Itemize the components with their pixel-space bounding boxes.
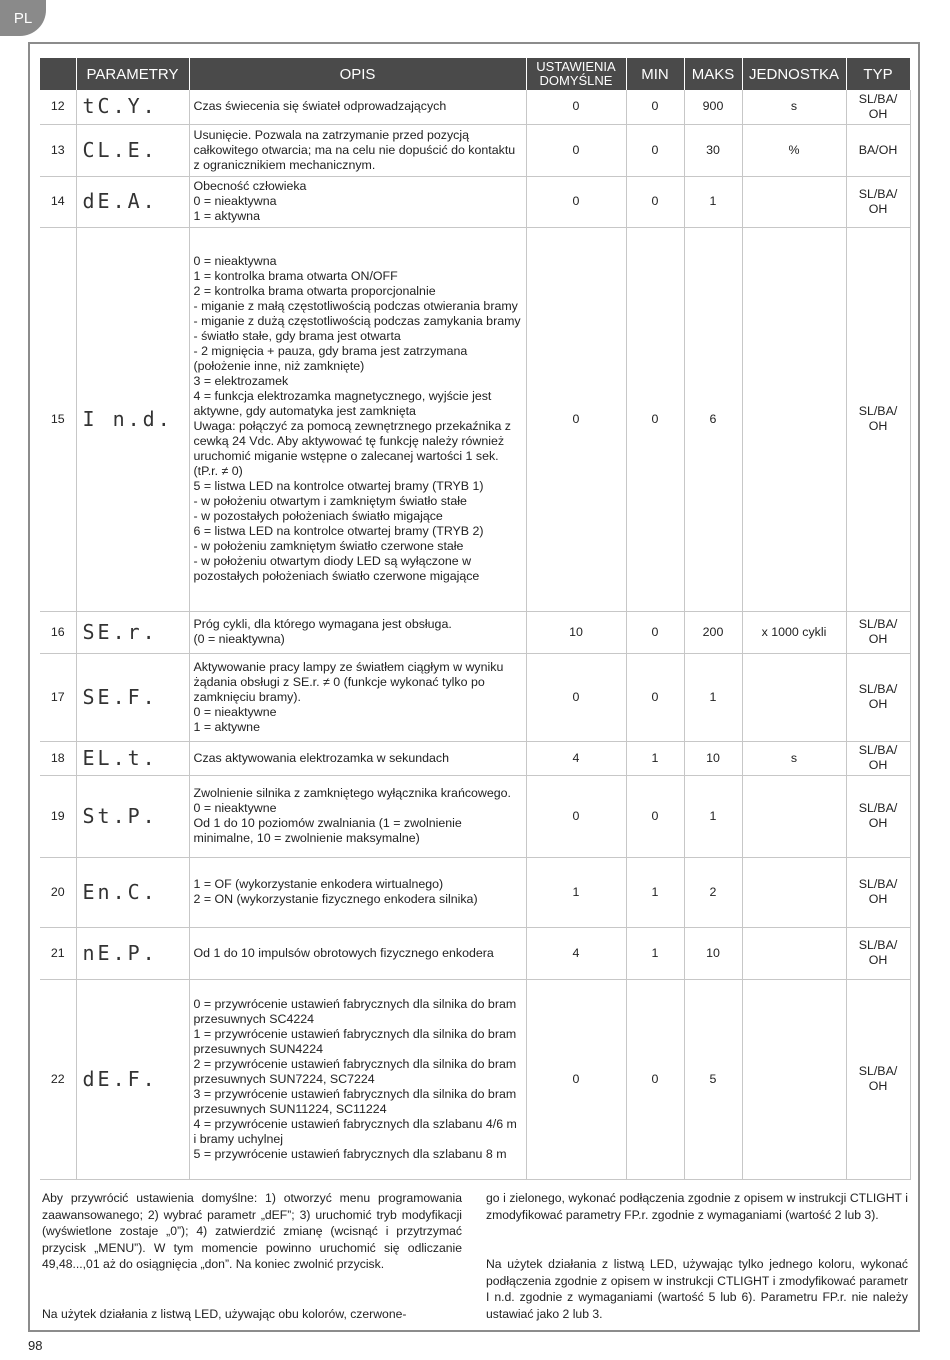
note-right-1: go i zielonego, wykonać podłączenia zgodnie z opisem w instrukcji CTLIGHT i zmodyfikować parametry FP.r. zgodnie z wymaganiami (wartość 2 lub 3). (486, 1191, 908, 1222)
row-number: 17 (40, 653, 76, 741)
param-description: Usunięcie. Pozwala na zatrzymanie przed pozycją całkowitego otwarcia; ma na celu nie dopuścić do kontaktu z ogranicznikiem mechanicznym. (189, 124, 526, 176)
row-number: 19 (40, 775, 76, 857)
row-number: 14 (40, 176, 76, 227)
header-unit: JEDNOSTKA (742, 58, 846, 90)
param-description: Czas świecenia się świateł odprowadzających (189, 90, 526, 124)
parameters-table (40, 58, 911, 1180)
table-row (40, 90, 910, 124)
param-description: Od 1 do 10 impulsów obrotowych fizycznego enkodera (189, 927, 526, 979)
param-code: St.P. (76, 775, 189, 857)
param-max: 1 (684, 775, 742, 857)
param-code: I n.d. (76, 227, 189, 611)
param-default: 0 (526, 979, 626, 1179)
header-params: PARAMETRY (76, 58, 189, 90)
table-row (40, 124, 910, 176)
param-description: Obecność człowieka 0 = nieaktywna 1 = aktywna (189, 176, 526, 227)
param-min: 0 (626, 227, 684, 611)
param-description: 0 = nieaktywna 1 = kontrolka brama otwarta ON/OFF 2 = kontrolka brama otwarta proporcjonalnie - miganie z małą częstotliwością podczas otwierania bramy - miganie z dużą częstotliwością podczas zamykania bramy - światło stałe, gdy brama jest otwarta - 2 mignięcia + pauza, gdy brama jest zatrzymana (położenie inne, niż zamknięte) 3 = elektrozamek 4 = funkcja elektrozamka magnetycznego, wyjście jest aktywne, gdy automatyka jest zamknięta Uwaga: połączyć za pomocą zewnętrznego przekaźnika z cewką 24 Vdc. Aby aktywować tę funkcję należy również uruchomić miganie wstępne o zalecanej wartości 1 sek. (tP.r. ≠ 0) 5 = listwa LED na kontrolce otwartej bramy (TRYB 1) - w położeniu otwartym i zamkniętym światło stałe - w pozostałych położeniach światło migające 6 = listwa LED na kontrolce otwartej bramy (TRYB 2) - w położeniu zamkniętym światło czerwone stałe - w położeniu otwartym diody LED są wyłączone w pozostałych położeniach światło czerwone migające (189, 227, 526, 611)
row-number: 21 (40, 927, 76, 979)
header-defaults: USTAWIENIA DOMYŚLNE (526, 58, 626, 90)
param-type: SL/BA/ OH (846, 176, 910, 227)
param-max: 1 (684, 176, 742, 227)
param-max: 1 (684, 653, 742, 741)
table-row (40, 176, 910, 227)
param-default: 0 (526, 90, 626, 124)
param-description: 0 = przywrócenie ustawień fabrycznych dla silnika do bram przesuwnych SC4224 1 = przywrócenie ustawień fabrycznych dla silnika do bram przesuwnych SUN4224 2 = przywrócenie ustawień fabrycznych dla silnika do bram przesuwnych SUN7224, SC7224 3 = przywrócenie ustawień fabrycznych dla silnika do bram przesuwnych SUN11224, SC11224 4 = przywrócenie ustawień fabrycznych dla szlabanu 4/6 m i bramy uchylnej 5 = przywrócenie ustawień fabrycznych dla szlabanu 8 m (189, 979, 526, 1179)
param-default: 10 (526, 611, 626, 653)
param-unit (742, 653, 846, 741)
row-number: 15 (40, 227, 76, 611)
param-type: SL/BA/ OH (846, 653, 910, 741)
param-max: 10 (684, 927, 742, 979)
param-code: EL.t. (76, 741, 189, 775)
param-default: 4 (526, 741, 626, 775)
param-min: 0 (626, 176, 684, 227)
row-number: 13 (40, 124, 76, 176)
param-code: nE.P. (76, 927, 189, 979)
param-default: 0 (526, 775, 626, 857)
param-unit: x 1000 cykli (742, 611, 846, 653)
note-left-1: Aby przywrócić ustawienia domyślne: 1) otworzyć menu programowania zaawansowanego; 2) wybrać parametr „dEF”; 3) uruchomić tryb modyfikacji (wyświetlone zostaje „0”); 4) zatwierdzić zmianę (wcisnąć i przytrzymać przycisk „MENU”). W tym momencie powinno uruchomić się odliczanie 49,48...,01 aż do osiągnięcia „don”. Na koniec zwolnić przycisk. (42, 1191, 462, 1271)
param-unit (742, 775, 846, 857)
table-row (40, 611, 910, 653)
table-row (40, 927, 910, 979)
param-unit (742, 176, 846, 227)
param-description: 1 = OF (wykorzystanie enkodera wirtualnego) 2 = ON (wykorzystanie fizycznego enkodera silnika) (189, 857, 526, 927)
param-min: 1 (626, 927, 684, 979)
row-number: 12 (40, 90, 76, 124)
param-description: Próg cykli, dla którego wymagana jest obsługa. (0 = nieaktywna) (189, 611, 526, 653)
param-min: 0 (626, 653, 684, 741)
param-unit: s (742, 741, 846, 775)
row-number: 18 (40, 741, 76, 775)
param-max: 6 (684, 227, 742, 611)
param-default: 0 (526, 653, 626, 741)
param-code: CL.E. (76, 124, 189, 176)
row-number: 22 (40, 979, 76, 1179)
header-min: MIN (626, 58, 684, 90)
header-type: TYP (846, 58, 910, 90)
table-row (40, 857, 910, 927)
param-code: SE.r. (76, 611, 189, 653)
param-default: 1 (526, 857, 626, 927)
param-default: 0 (526, 124, 626, 176)
param-unit (742, 227, 846, 611)
param-code: En.C. (76, 857, 189, 927)
param-description: Czas aktywowania elektrozamka w sekundach (189, 741, 526, 775)
param-description: Aktywowanie pracy lampy ze światłem ciągłym w wyniku żądania obsługi z SE.r. ≠ 0 (funkcje wykonać tylko po zamknięciu bramy). 0 = nieaktywne 1 = aktywne (189, 653, 526, 741)
param-unit: s (742, 90, 846, 124)
param-max: 5 (684, 979, 742, 1179)
param-max: 2 (684, 857, 742, 927)
param-type: SL/BA/ OH (846, 227, 910, 611)
param-min: 0 (626, 979, 684, 1179)
param-min: 0 (626, 90, 684, 124)
param-code: tC.Y. (76, 90, 189, 124)
param-type: SL/BA/ OH (846, 741, 910, 775)
param-max: 10 (684, 741, 742, 775)
language-tab: PL (0, 0, 46, 36)
table-header (40, 58, 910, 90)
page-number: 98 (28, 1338, 43, 1353)
header-spacer (40, 58, 76, 90)
param-unit (742, 979, 846, 1179)
param-min: 0 (626, 775, 684, 857)
note-right-2: Na użytek działania z listwą LED, używając tylko jednego koloru, wykonać podłączenia zgodnie z opisem w instrukcji CTLIGHT i zmodyfikować parametr I n.d. zgodnie z wymaganiami (wartość 5 lub 6). Parametru FP.r. nie należy ustawiać jako 2 lub 3. (486, 1257, 908, 1321)
param-type: BA/OH (846, 124, 910, 176)
table-row (40, 227, 910, 611)
param-unit: % (742, 124, 846, 176)
table-row (40, 775, 910, 857)
param-unit (742, 857, 846, 927)
header-max: MAKS (684, 58, 742, 90)
param-min: 1 (626, 741, 684, 775)
param-code: SE.F. (76, 653, 189, 741)
param-type: SL/BA/ OH (846, 927, 910, 979)
param-default: 0 (526, 176, 626, 227)
param-unit (742, 927, 846, 979)
param-description: Zwolnienie silnika z zamkniętego wyłącznika krańcowego. 0 = nieaktywne Od 1 do 10 poziomów zwalniania (1 = zwolnienie minimalne, 10 = zwolnienie maksymalne) (189, 775, 526, 857)
note-left-2: Na użytek działania z listwą LED, używając obu kolorów, czerwone- (42, 1307, 407, 1321)
param-type: SL/BA/ OH (846, 90, 910, 124)
param-code: dE.F. (76, 979, 189, 1179)
row-number: 16 (40, 611, 76, 653)
param-type: SL/BA/ OH (846, 857, 910, 927)
param-max: 900 (684, 90, 742, 124)
header-desc: OPIS (189, 58, 526, 90)
param-default: 4 (526, 927, 626, 979)
param-type: SL/BA/ OH (846, 979, 910, 1179)
param-max: 30 (684, 124, 742, 176)
param-type: SL/BA/ OH (846, 611, 910, 653)
param-default: 0 (526, 227, 626, 611)
param-max: 200 (684, 611, 742, 653)
table-row (40, 979, 910, 1179)
table-row (40, 653, 910, 741)
param-code: dE.A. (76, 176, 189, 227)
row-number: 20 (40, 857, 76, 927)
param-type: SL/BA/ OH (846, 775, 910, 857)
table-row (40, 741, 910, 775)
param-min: 0 (626, 124, 684, 176)
param-min: 1 (626, 857, 684, 927)
param-min: 0 (626, 611, 684, 653)
